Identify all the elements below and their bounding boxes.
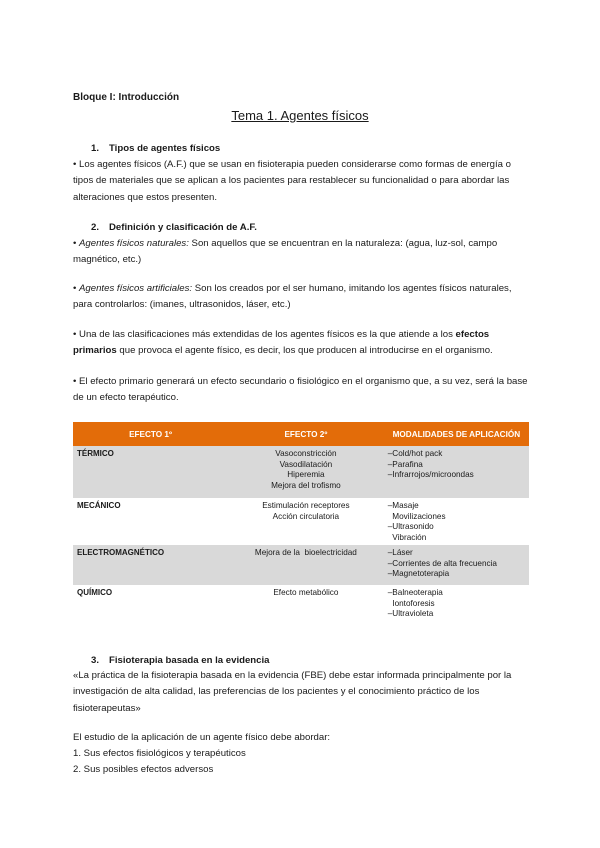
- natural-agents-definition: Son aquellos que se encuentran en la naturaleza: (agua, luz-sol, campo magnético, etc.): [73, 238, 498, 266]
- bullet: •: [73, 283, 80, 294]
- table-header-row: [73, 422, 529, 446]
- artificial-agents-paragraph: [73, 281, 533, 314]
- section-2-number: 2.: [91, 222, 100, 233]
- cell-line: –Ultrasonido: [387, 522, 434, 531]
- header-modalidades: MODALIDADES DE APLICACIÓN: [384, 422, 529, 446]
- section-1-title: Tipos de agentes físicos: [109, 143, 221, 154]
- cell-line: Mejora del trofismo: [271, 480, 341, 490]
- row-modalidades: [384, 585, 529, 625]
- row-efecto-1: TÉRMICO: [73, 446, 228, 498]
- cell-line: Efecto metabólico: [273, 588, 339, 597]
- row-modalidades: [384, 446, 529, 498]
- cell-line: Movilizaciones: [387, 511, 446, 521]
- table-row: [73, 446, 529, 498]
- cell-line: –Magnetoterapia: [387, 569, 450, 578]
- cell-line: Acción circulatoria: [272, 511, 340, 521]
- section-1-number: 1.: [91, 143, 100, 154]
- cell-line: –Masaje: [387, 501, 419, 510]
- row-efecto-1: QUÍMICO: [77, 588, 113, 597]
- row-efecto-1: MECÁNICO: [77, 501, 121, 510]
- row-modalidades: [384, 498, 529, 545]
- primary-effect-paragraph: • El efecto primario generará un efecto secundario o fisiológico en el organismo que, a su vez, será la base de un efecto terapéutico.: [73, 376, 528, 404]
- primary-effects-term: efectos primarios: [73, 329, 490, 357]
- classification-text-end: que provoca el agente físico, es decir, los que producen al introducirse en el organismo.: [116, 345, 493, 357]
- cell-line: –Láser: [387, 548, 413, 557]
- classification-text-start: • Una de las clasificaciones más extendidas de los agentes físicos es la que atiende a los: [73, 329, 456, 340]
- cell-line: –Corrientes de alta frecuencia: [387, 558, 497, 568]
- cell-line: Estimulación receptores: [262, 501, 350, 510]
- effects-table: [73, 422, 529, 625]
- section-3-number: 3.: [91, 655, 100, 666]
- row-efecto-2: [228, 545, 384, 585]
- artificial-agents-term: Agentes físicos artificiales:: [79, 283, 193, 294]
- page-title: Tema 1. Agentes físicos: [231, 108, 369, 123]
- cell-line: Iontoforesis: [387, 598, 435, 608]
- section-1-heading: [73, 143, 220, 154]
- row-efecto-1: ELECTROMAGNÉTICO: [73, 545, 228, 585]
- cell-line: Mejora de la bioelectricidad: [254, 548, 357, 557]
- natural-agents-paragraph: [73, 236, 533, 269]
- header-efecto-2: EFECTO 2º: [228, 422, 384, 446]
- cell-line: –Parafina: [387, 459, 423, 469]
- bullet: •: [73, 238, 80, 249]
- row-efecto-2: [228, 446, 384, 498]
- table-row: [73, 498, 529, 545]
- cell-line: Hiperemia: [287, 470, 325, 479]
- study-item-1: 1. Sus efectos fisiológicos y terapéuticos: [73, 748, 246, 759]
- study-item-2: 2. Sus posibles efectos adversos: [73, 764, 214, 775]
- study-intro: El estudio de la aplicación de un agente físico debe abordar:: [73, 732, 331, 743]
- row-efecto-2: [228, 585, 384, 625]
- fbe-quote: «La práctica de la fisioterapia basada en la evidencia (FBE) debe estar informada principalmente por la investigación de alta calidad, las preferencias de los pacientes y el conocimiento práctico de los fisioterapeutas»: [73, 670, 512, 714]
- block-title: Bloque I: Introducción: [73, 92, 180, 103]
- cell-line: –Cold/hot pack: [387, 449, 443, 458]
- cell-line: –Balneoterapia: [387, 588, 443, 597]
- cell-line: Vasodilatación: [279, 459, 333, 469]
- header-efecto-1: EFECTO 1º: [73, 422, 228, 446]
- artificial-agents-definition: Son los creados por el ser humano, imitando los agentes físicos naturales, para controlarlos: (imanes, ultrasonidos, láser, etc.): [73, 283, 512, 311]
- section-3-title: Fisioterapia basada en la evidencia: [109, 655, 270, 666]
- table-row: [73, 585, 529, 625]
- section-2-title: Definición y clasificación de A.F.: [109, 222, 257, 233]
- table-row: [73, 545, 529, 585]
- classification-paragraph: [73, 327, 533, 360]
- cell-line: Vasoconstricción: [275, 449, 337, 458]
- row-efecto-2: [228, 498, 384, 545]
- natural-agents-term: Agentes físicos naturales:: [79, 238, 189, 249]
- section-2-heading: [73, 222, 257, 233]
- cell-line: –Ultravioleta: [387, 609, 434, 618]
- section-3-heading: [73, 655, 270, 666]
- cell-line: –Infrarrojos/microondas: [387, 470, 474, 479]
- cell-line: Vibración: [387, 532, 427, 542]
- section-1-paragraph: • Los agentes físicos (A.F.) que se usan en fisioterapia pueden considerarse como formas de energía o tipos de materiales que se aplican a los pacientes para restablecer su funcionalidad o para abordar las alteraciones que estos presenten.: [73, 159, 511, 203]
- row-modalidades: [384, 545, 529, 585]
